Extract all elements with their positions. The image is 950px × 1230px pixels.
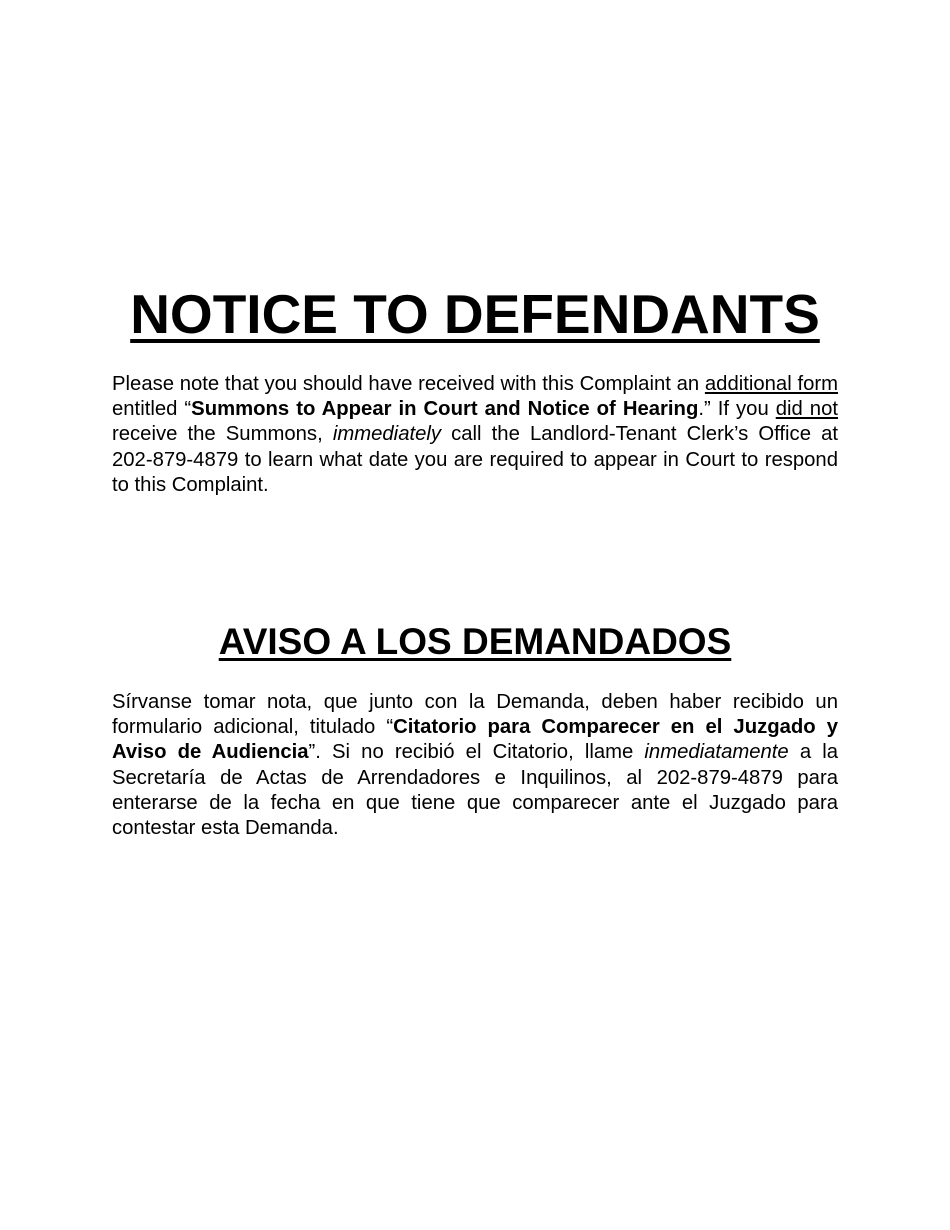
spanish-notice-paragraph <box>112 690 838 841</box>
english-summons-form-title: Summons to Appear in Court and Notice of Hearing <box>191 398 699 421</box>
spanish-notice-title-text: AVISO A LOS DEMANDADOS <box>218 621 732 662</box>
english-notice-title-text: NOTICE TO DEFENDANTS <box>130 283 820 345</box>
english-text-4: receive the Summons, <box>112 423 333 446</box>
spanish-text-2: ”. Si no recibió el Citatorio, llame <box>308 741 645 764</box>
spanish-notice-title <box>0 618 950 666</box>
english-did-not-text: did not <box>775 398 839 421</box>
english-text-3: .” If you <box>698 398 776 421</box>
english-notice-paragraph <box>112 372 838 498</box>
english-text-2: entitled “ <box>112 398 192 421</box>
spanish-citatorio-form-title: Citatorio para Comparecer en el Juzgado y Aviso de Audiencia <box>112 716 838 764</box>
spanish-inmediatamente-text: inmediatamente <box>644 741 789 764</box>
spanish-text-3: a la Secretaría de Actas de Arrendadores e Inquilinos, al 202-879-4879 para enterarse de la fecha en que tiene que comparecer ante el Juzgado para contestar esta Demanda. <box>112 741 838 840</box>
english-notice-title <box>0 280 950 348</box>
english-immediately-text: immediately <box>332 423 442 446</box>
english-text-1: Please note that you should have received with this Complaint an <box>112 373 705 395</box>
english-text-5: call the Landlord-Tenant Clerk’s Office at 202-879-4879 to learn what date you are required to appear in Court to respond to this Complaint. <box>112 423 838 496</box>
spanish-text-1: Sírvanse tomar nota, que junto con la Demanda, deben haber recibido un formulario adicional, titulado “ <box>112 691 838 739</box>
english-additional-form-text: additional form <box>704 373 839 395</box>
